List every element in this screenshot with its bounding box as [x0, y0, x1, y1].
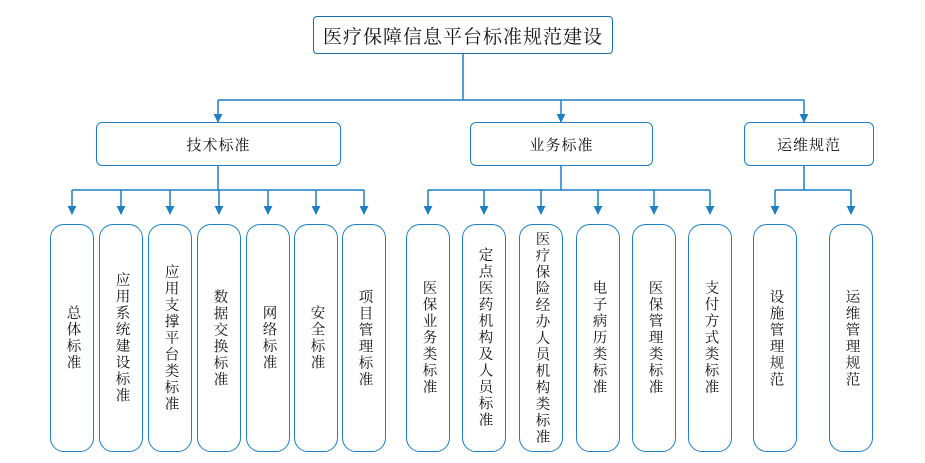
branch-node-operations: [744, 122, 874, 166]
leaf-node: [632, 224, 676, 452]
leaf-node: [829, 224, 873, 452]
leaf-node: [519, 224, 563, 452]
leaf-label: 设施管理规范: [767, 288, 784, 388]
branch-label: 技术标准: [186, 136, 251, 154]
leaf-label: 应用支撑平台类标准: [162, 263, 179, 413]
leaf-label: 支付方式类标准: [702, 280, 719, 396]
branch-label: 业务标准: [529, 136, 594, 154]
leaf-label: 总体标准: [64, 305, 81, 371]
leaf-node: [50, 224, 94, 452]
leaf-label: 医保业务类标准: [420, 280, 437, 396]
leaf-node: [294, 224, 338, 452]
leaf-label: 电子病历类标准: [590, 280, 607, 396]
leaf-node: [99, 224, 143, 452]
leaf-node: [576, 224, 620, 452]
root-node: [313, 16, 613, 54]
leaf-label: 项目管理标准: [356, 288, 373, 388]
leaf-node: [406, 224, 450, 452]
leaf-label: 医疗保险经办人员机构类标准: [533, 230, 550, 446]
leaf-node: [246, 224, 290, 452]
leaf-label: 医保管理类标准: [646, 280, 663, 396]
leaf-label: 应用系统建设标准: [113, 272, 130, 404]
leaf-label: 网络标准: [260, 305, 277, 371]
leaf-node: [688, 224, 732, 452]
root-label: 医疗保障信息平台标准规范建设: [322, 26, 603, 48]
leaf-node: [342, 224, 386, 452]
branch-label: 运维规范: [776, 136, 841, 154]
leaf-label: 运维管理规范: [843, 288, 860, 388]
leaf-label: 定点医药机构及人员标准: [476, 247, 493, 429]
leaf-label: 安全标准: [308, 305, 325, 371]
branch-node-business: [470, 122, 653, 166]
branch-node-technical: [96, 122, 341, 166]
leaf-node: [148, 224, 192, 452]
leaf-node: [197, 224, 241, 452]
leaf-node: [753, 224, 797, 452]
leaf-label: 数据交换标准: [211, 288, 228, 388]
leaf-node: [462, 224, 506, 452]
